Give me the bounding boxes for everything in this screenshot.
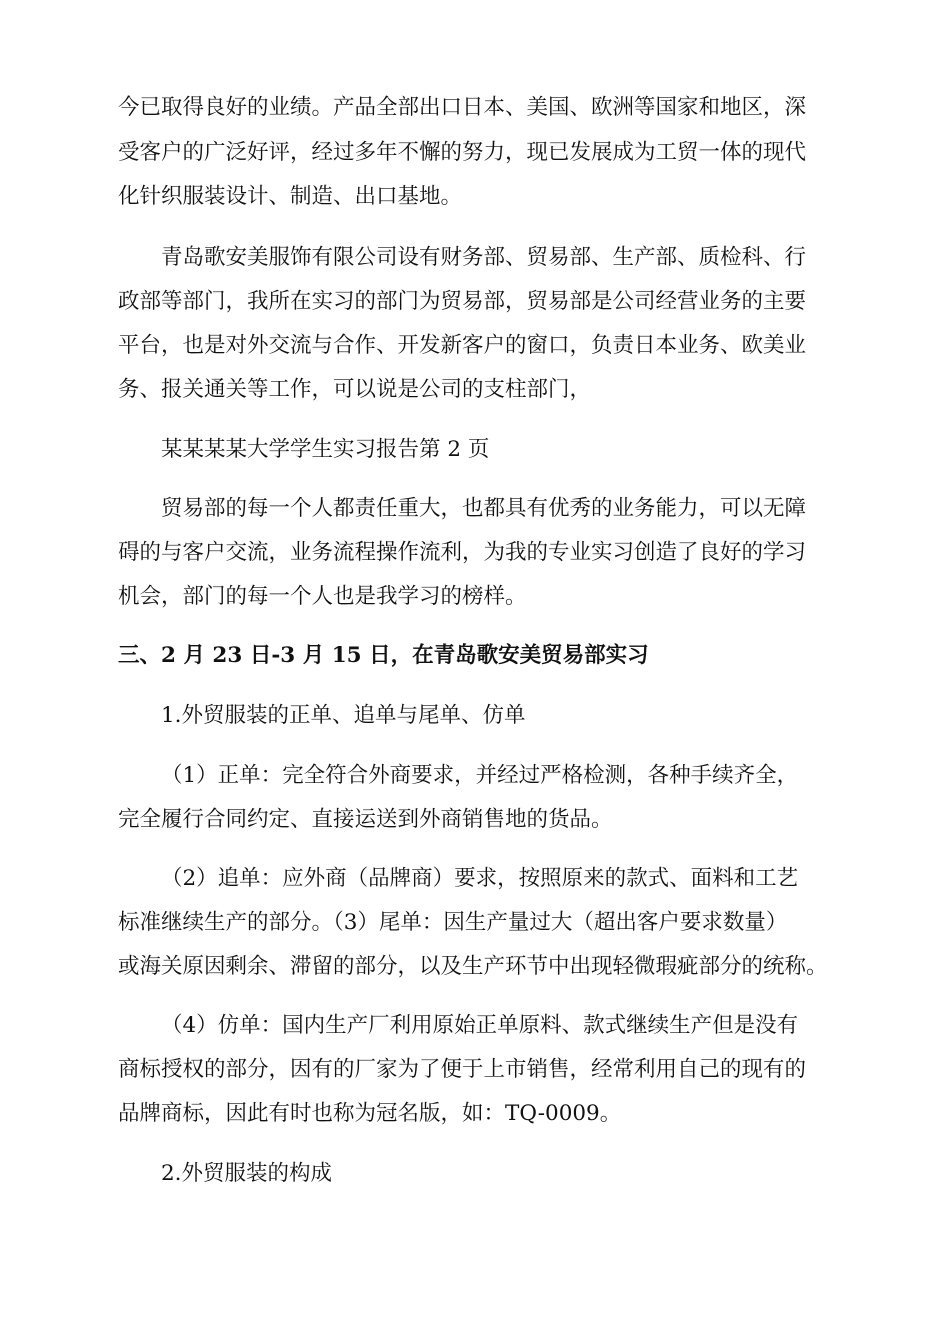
- list-item-line: （2）追单：应外商（品牌商）要求，按照原来的款式、面料和工艺: [161, 866, 799, 891]
- body-text-line: 务、报关通关等工作，可以说是公司的支柱部门，: [118, 377, 592, 402]
- section-heading: 三、2 月 23 日-3 月 15 日，在青岛歌安美贸易部实习: [118, 643, 649, 668]
- page-marker-text: 某某某某大学学生实习报告第 2 页: [161, 437, 490, 462]
- body-text-line: 化针织服装设计、制造、出口基地。: [118, 184, 463, 209]
- body-text-line: 贸易部的每一个人都责任重大，也都具有优秀的业务能力，可以无障: [161, 496, 807, 521]
- list-item-line: 完全履行合同约定、直接运送到外商销售地的货品。: [118, 807, 613, 832]
- body-text-line: 今已取得良好的业绩。产品全部出口日本、美国、欧洲等国家和地区，深: [118, 95, 807, 120]
- body-text-line: 受客户的广泛好评，经过多年不懈的努力，现已发展成为工贸一体的现代: [118, 140, 807, 165]
- subsection-heading: 1.外贸服装的正单、追单与尾单、仿单: [161, 703, 526, 728]
- body-text-line: 碍的与客户交流，业务流程操作流利，为我的专业实习创造了良好的学习: [118, 540, 807, 565]
- body-text-line: 青岛歌安美服饰有限公司设有财务部、贸易部、生产部、质检科、行: [161, 245, 807, 270]
- list-item-line: 商标授权的部分，因有的厂家为了便于上市销售，经常利用自己的现有的: [118, 1057, 807, 1082]
- subsection-heading: 2.外贸服装的构成: [161, 1161, 333, 1186]
- body-text-line: 平台，也是对外交流与合作、开发新客户的窗口，负责日本业务、欧美业: [118, 333, 807, 358]
- list-item-line: 品牌商标，因此有时也称为冠名版，如：TQ-0009。: [118, 1101, 622, 1126]
- list-item-line: 或海关原因剩余、滞留的部分，以及生产环节中出现轻微瑕疵部分的统称。: [118, 954, 828, 979]
- body-text-line: 政部等部门，我所在实习的部门为贸易部，贸易部是公司经营业务的主要: [118, 289, 807, 314]
- body-text-line: 机会，部门的每一个人也是我学习的榜样。: [118, 584, 527, 609]
- list-item-line: （1）正单：完全符合外商要求，并经过严格检测，各种手续齐全，: [161, 763, 799, 788]
- list-item-line: 标准继续生产的部分。（3）尾单：因生产量过大（超出客户要求数量）: [118, 910, 788, 935]
- list-item-line: （4）仿单：国内生产厂利用原始正单原料、款式继续生产但是没有: [161, 1013, 799, 1038]
